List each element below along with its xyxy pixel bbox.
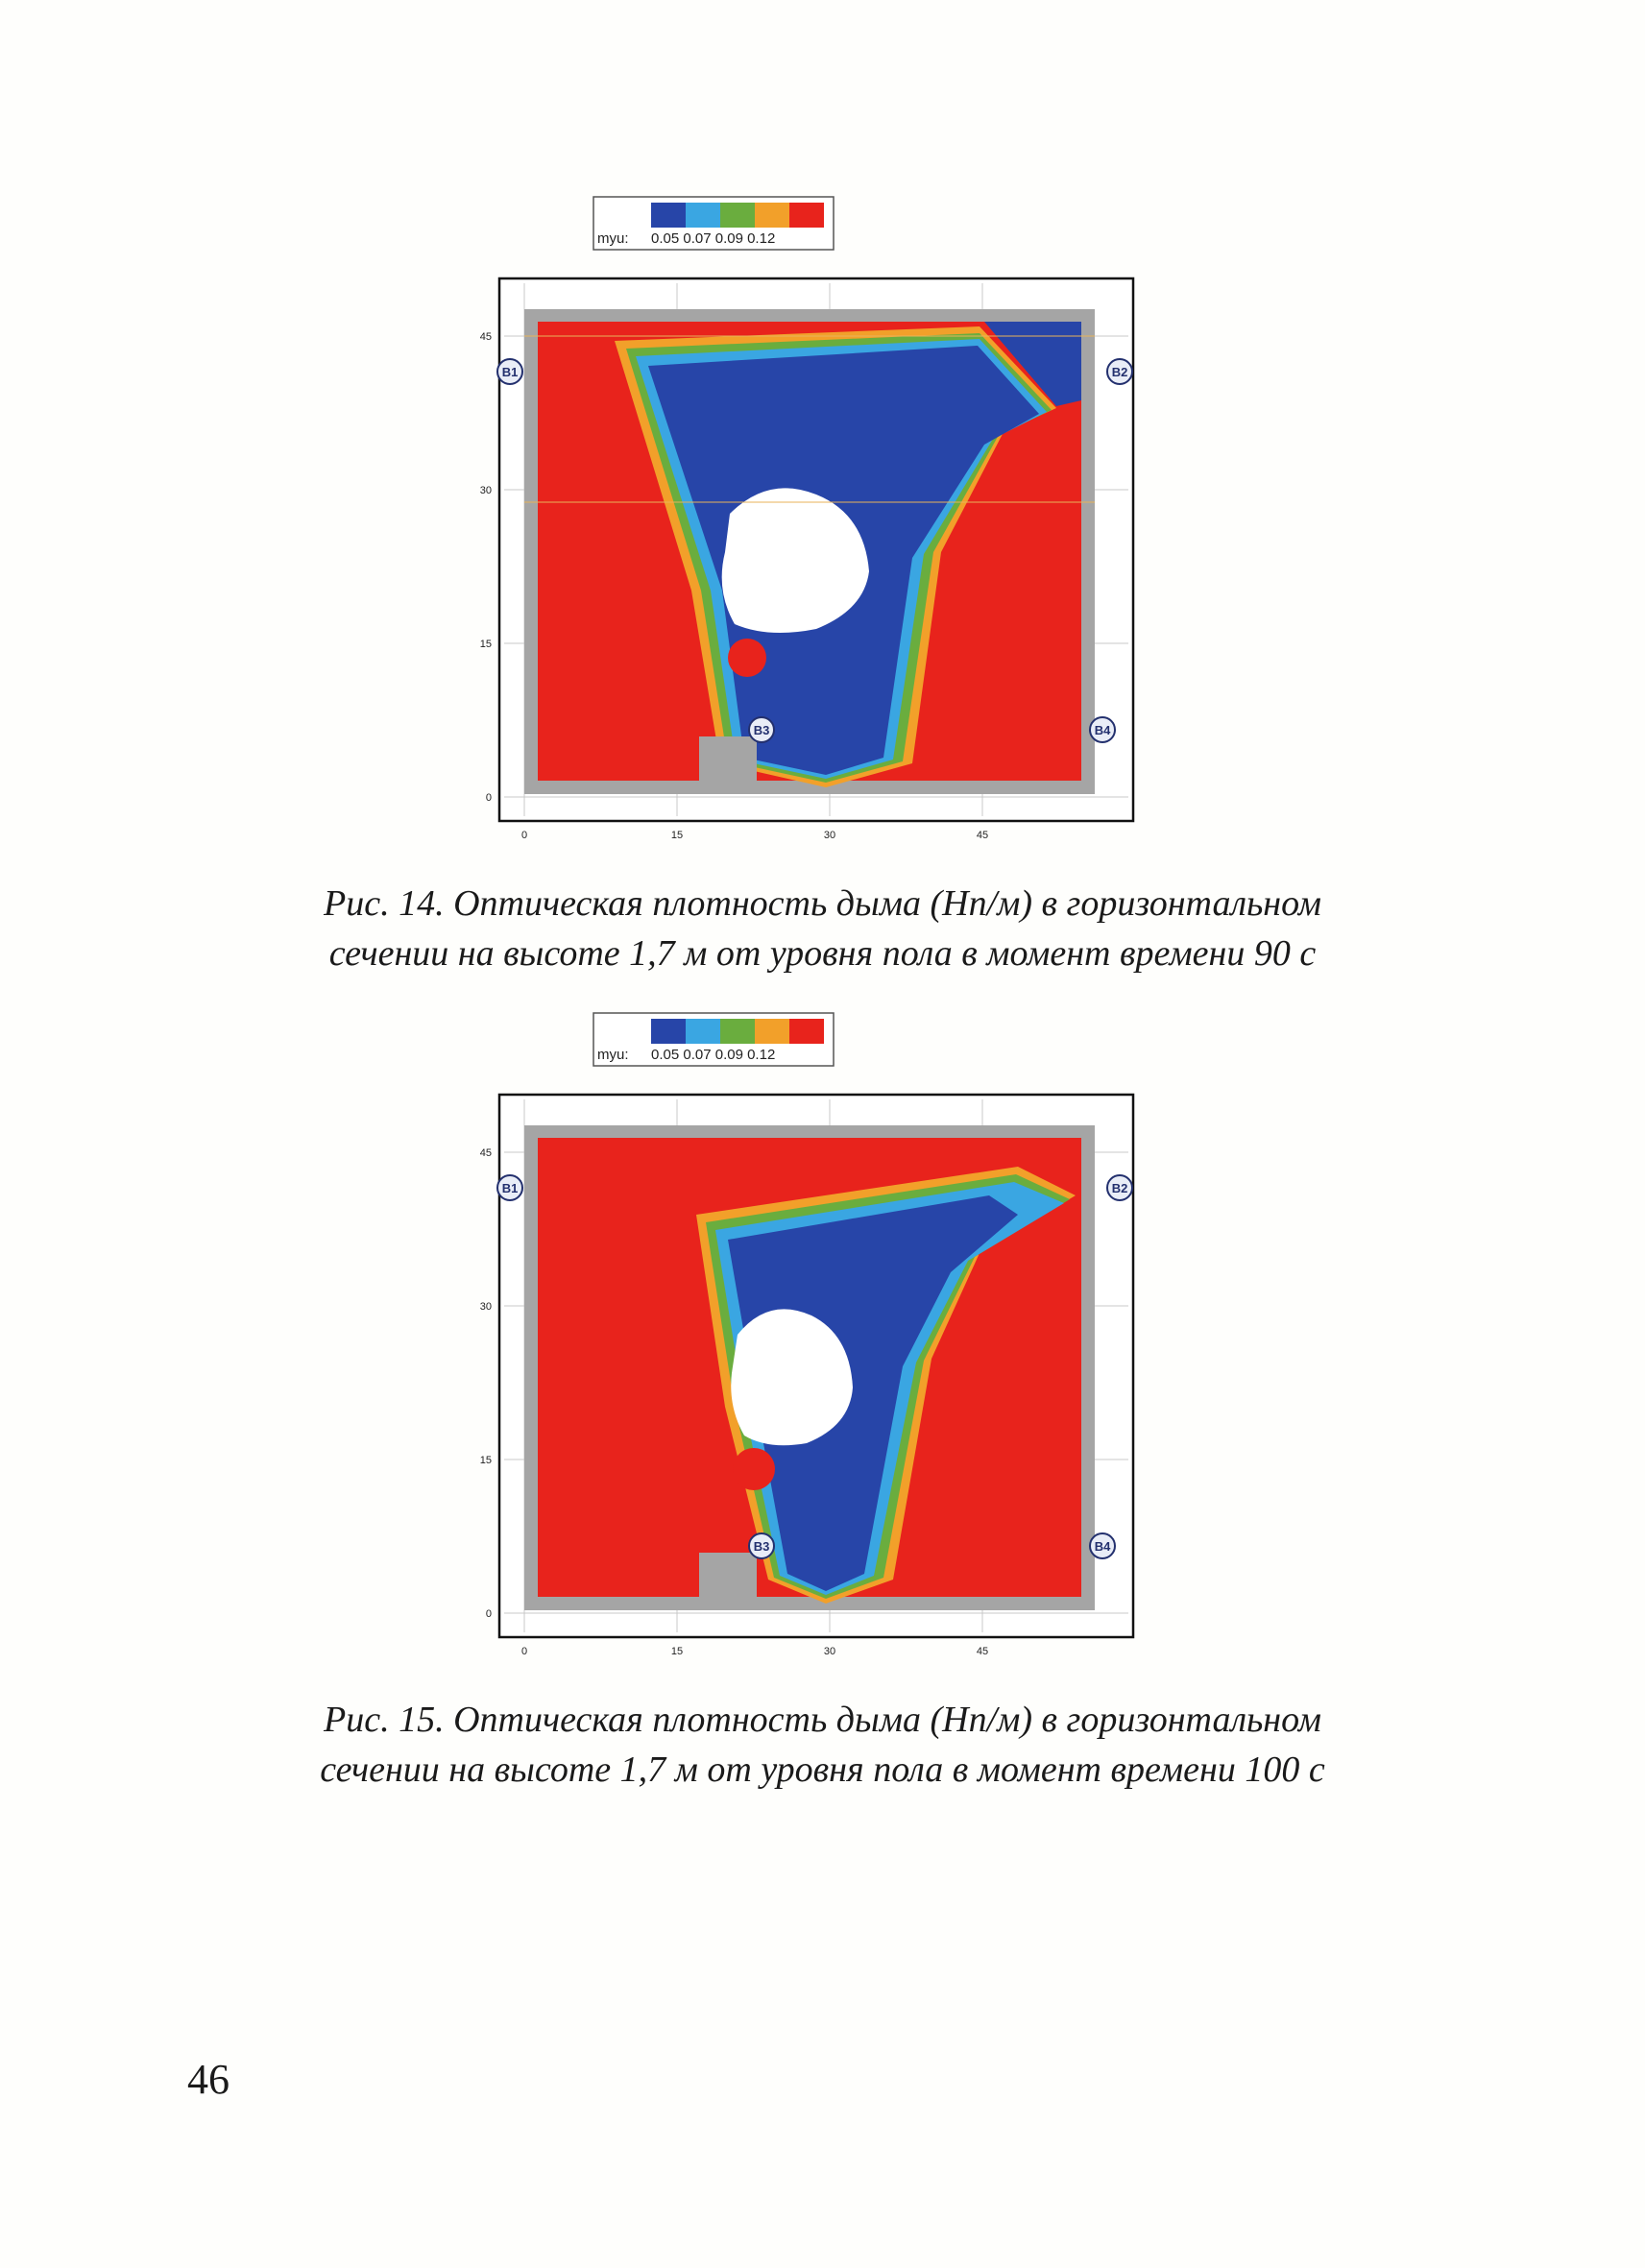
caption-line: сечении на высоте 1,7 м от уровня пола в момент времени 100 с (320, 1749, 1325, 1790)
x-tick: 45 (976, 830, 989, 841)
svg-text:B1: B1 (501, 1181, 519, 1195)
x-tick: 0 (520, 830, 528, 841)
svg-text:B4: B4 (1094, 723, 1111, 737)
svg-text:B1: B1 (501, 365, 519, 379)
x-tick: 30 (823, 830, 836, 841)
x-tick: 15 (670, 830, 684, 841)
marker-b4 (1090, 717, 1115, 742)
legend-label: myu: (597, 230, 629, 247)
marker-b3 (749, 1533, 774, 1558)
svg-text:B2: B2 (1111, 1181, 1128, 1195)
obstacle (699, 736, 757, 794)
figure-15-caption (0, 1695, 1645, 1795)
figure-14-caption (0, 879, 1645, 978)
marker-b2 (1107, 359, 1132, 384)
svg-text:B4: B4 (1094, 1539, 1111, 1554)
y-tick: 45 (480, 331, 492, 343)
svg-text:B2: B2 (1111, 365, 1128, 379)
marker-b4 (1090, 1533, 1115, 1558)
y-tick: 30 (480, 485, 492, 496)
marker-b1 (497, 1175, 522, 1200)
legend (593, 1013, 834, 1066)
y-tick: 30 (480, 1301, 492, 1313)
legend-swatch-4 (755, 1019, 789, 1044)
svg-text:B3: B3 (753, 723, 770, 737)
legend-swatch-3 (720, 203, 755, 228)
marker-b3 (749, 717, 774, 742)
legend-swatch-2 (686, 203, 720, 228)
caption-line: Рис. 14. Оптическая плотность дыма (Нп/м) в горизонтальном (324, 883, 1321, 924)
x-tick: 0 (520, 1646, 528, 1657)
smoke-density-plot-15 (480, 1003, 1172, 1676)
legend-swatch-5 (789, 1019, 824, 1044)
legend (593, 197, 834, 250)
marker-b1 (497, 359, 522, 384)
caption-line: сечении на высоте 1,7 м от уровня пола в момент времени 90 с (328, 933, 1317, 974)
legend-swatch-1 (651, 203, 686, 228)
legend-swatch-5 (789, 203, 824, 228)
y-tick: 0 (485, 1608, 492, 1620)
y-tick: 15 (480, 639, 492, 650)
legend-values: 0.05 0.07 0.09 0.12 (651, 1047, 776, 1063)
caption-line: Рис. 15. Оптическая плотность дыма (Нп/м) в горизонтальном (324, 1700, 1321, 1740)
legend-label: myu: (597, 1047, 629, 1063)
y-tick: 15 (480, 1455, 492, 1466)
y-tick: 0 (485, 792, 492, 804)
legend-values: 0.05 0.07 0.09 0.12 (651, 230, 776, 247)
figure-14 (480, 187, 1172, 859)
fire-source (733, 1448, 775, 1490)
y-tick: 45 (480, 1147, 492, 1159)
legend-swatch-4 (755, 203, 789, 228)
legend-swatch-1 (651, 1019, 686, 1044)
x-tick: 30 (823, 1646, 836, 1657)
marker-b2 (1107, 1175, 1132, 1200)
figure-15 (480, 1003, 1172, 1676)
legend-swatch-2 (686, 1019, 720, 1044)
x-tick: 45 (976, 1646, 989, 1657)
smoke-density-plot-14 (480, 187, 1172, 859)
page-number: 46 (187, 2056, 230, 2103)
obstacle (699, 1553, 757, 1610)
legend-swatch-3 (720, 1019, 755, 1044)
fire-source (728, 639, 766, 677)
svg-text:B3: B3 (753, 1539, 770, 1554)
x-tick: 15 (670, 1646, 684, 1657)
